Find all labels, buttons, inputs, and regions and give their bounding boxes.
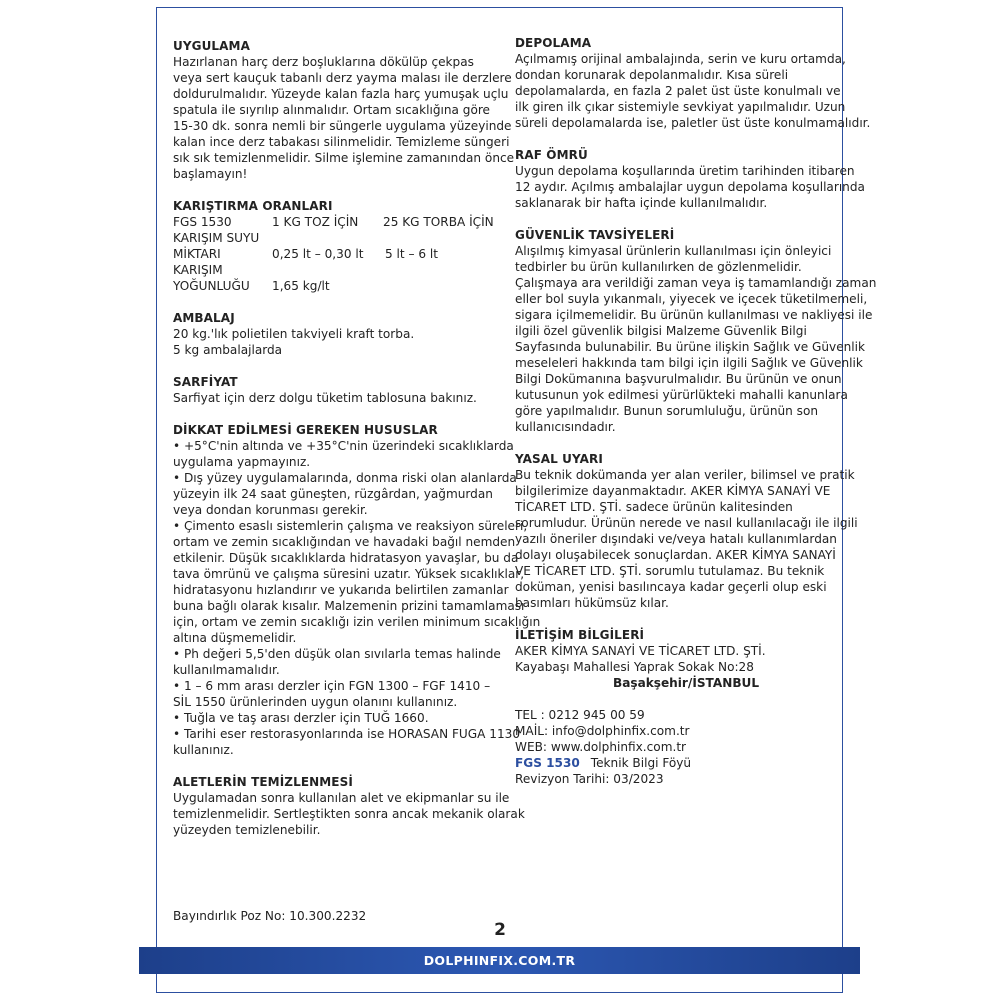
revision-date: Revizyon Tarihi: 03/2023 bbox=[515, 772, 664, 786]
company-city bbox=[515, 675, 845, 691]
right-column bbox=[515, 35, 877, 803]
section-karistirma bbox=[173, 198, 503, 294]
section-aletler bbox=[173, 774, 525, 838]
text-line: veya dondan korunması gerekir. bbox=[173, 503, 368, 517]
section-body bbox=[173, 54, 515, 182]
page-number: 2 bbox=[494, 920, 506, 940]
text-line: dolayı oluşabilecek sonuçlardan. AKER KİMYA SANAYİ bbox=[515, 548, 836, 562]
section-heading: UYGULAMA bbox=[173, 39, 250, 53]
section-dikkat bbox=[173, 422, 541, 758]
text-line: • Dış yüzey uygulamalarında, donma riski olan alanlarda bbox=[173, 471, 517, 485]
mix-cell: 1,65 kg/lt bbox=[272, 279, 330, 293]
district: Başakşehir/ bbox=[613, 676, 693, 690]
company-address: Kayabaşı Mahallesi Yaprak Sokak No:28 bbox=[515, 660, 754, 674]
section-body bbox=[173, 790, 525, 838]
mix-cell: KARIŞIM bbox=[173, 263, 223, 277]
section-ambalaj bbox=[173, 310, 503, 358]
mix-table-row bbox=[173, 262, 503, 278]
section-body bbox=[173, 326, 503, 358]
text-line: sigara içilmemelidir. Bu ürünün kullanılması ve nakliyesi ile bbox=[515, 308, 873, 322]
text-line: kalan ince derz tabakası silinmelidir. Temizleme süngeri bbox=[173, 135, 510, 149]
section-heading: GÜVENLİK TAVSİYELERİ bbox=[515, 228, 675, 242]
website: WEB: www.dolphinfix.com.tr bbox=[515, 740, 687, 754]
phone: TEL : 0212 945 00 59 bbox=[515, 708, 645, 722]
text-line: 15-30 dk. sonra nemli bir süngerle uygulama yüzeyinde bbox=[173, 119, 512, 133]
text-line: altına düşmemelidir. bbox=[173, 631, 297, 645]
text-line: doküman, yenisi basılıncaya kadar geçerli olup eski bbox=[515, 580, 827, 594]
mix-cell: FGS 1530 bbox=[173, 215, 232, 229]
document-id bbox=[515, 755, 845, 771]
text-line: dondan korunarak depolanmalıdır. Kısa süreli bbox=[515, 68, 789, 82]
text-line: 5 kg ambalajlarda bbox=[173, 343, 283, 357]
text-line: tedbirler bu ürün kullanılırken de gözlenmelidir. bbox=[515, 260, 802, 274]
text-line: veya sert kauçuk tabanlı derz yayma malası ile derzlere bbox=[173, 71, 512, 85]
text-line: için, ortam ve zemin sıcaklığı izin verilen minimum sıcaklığın bbox=[173, 615, 541, 629]
text-line: ilk giren ilk çıkar sistemiyle sevkiyat yapılmalıdır. Uzun bbox=[515, 100, 846, 114]
text-line: Alışılmış kimyasal ürünlerin kullanılması için önleyici bbox=[515, 244, 832, 258]
text-line: Açılmamış orijinal ambalajında, serin ve kuru ortamda, bbox=[515, 52, 846, 66]
section-heading: DİKKAT EDİLMESİ GEREKEN HUSUSLAR bbox=[173, 423, 438, 437]
text-line: kullanınız. bbox=[173, 743, 234, 757]
section-heading: YASAL UYARI bbox=[515, 452, 603, 466]
section-heading: DEPOLAMA bbox=[515, 36, 592, 50]
text-line: kullanıcısındadır. bbox=[515, 420, 616, 434]
text-line: • +5°C'nin altında ve +35°C'nin üzerindeki sıcaklıklarda bbox=[173, 439, 514, 453]
text-line: 12 aydır. Açılmış ambalajlar uygun depolama koşullarında bbox=[515, 180, 865, 194]
mix-cell: 25 KG TORBA İÇİN bbox=[383, 215, 494, 229]
poz-number: Bayındırlık Poz No: 10.300.2232 bbox=[173, 909, 367, 923]
text-line: • 1 – 6 mm arası derzler için FGN 1300 – FGF 1410 – bbox=[173, 679, 491, 693]
text-line: etkilenir. Düşük sıcaklıklarda hidratasyon yavaşlar, bu da bbox=[173, 551, 519, 565]
text-line: VE TİCARET LTD. ŞTİ. sorumlu tutulamaz. Bu teknik bbox=[515, 564, 825, 578]
text-line: başlamayın! bbox=[173, 167, 248, 181]
section-heading: AMBALAJ bbox=[173, 311, 235, 325]
text-line: süreli depolamalarda ise, paletler üst üste konulmamalıdır. bbox=[515, 116, 871, 130]
text-line: yazılı öneriler dışındaki ve/veya hatalı kullanımlardan bbox=[515, 532, 837, 546]
mix-cell: 1 KG TOZ İÇİN bbox=[272, 215, 359, 229]
mix-table bbox=[173, 214, 503, 294]
text-line: • Tarihi eser restorasyonlarında ise HORASAN FUGA 1130 bbox=[173, 727, 521, 741]
text-line: kutusunun yok edilmesi yürürlükteki mahalli kanunlara bbox=[515, 388, 848, 402]
section-heading: İLETİŞİM BİLGİLERİ bbox=[515, 628, 645, 642]
section-depolama bbox=[515, 35, 871, 131]
text-line: eller bol suyla yıkanmalı, yiyecek ve içecek tüketilmemeli, bbox=[515, 292, 868, 306]
text-line: buna bağlı olarak kısalır. Malzemenin prizini tamamlaması bbox=[173, 599, 525, 613]
text-line: meseleleri hakkında tam bilgi için ilgili Sağlık ve Güvenlik bbox=[515, 356, 863, 370]
text-line: • Tuğla ve taş arası derzler için TUĞ 1660. bbox=[173, 711, 429, 725]
section-body bbox=[515, 51, 871, 131]
mix-cell: 5 lt – 6 lt bbox=[385, 247, 439, 261]
text-line: göre yapılmalıdır. Bunun sorumluluğu, ürünün son bbox=[515, 404, 819, 418]
mix-cell: 0,25 lt – 0,30 lt bbox=[272, 247, 364, 261]
text-line: Uygun depolama koşullarında üretim tarihinden itibaren bbox=[515, 164, 855, 178]
text-line: sık sık temizlenmelidir. Silme işlemine zamanından önce bbox=[173, 151, 515, 165]
text-line: SİL 1550 ürünlerinden uygun olanını kullanınız. bbox=[173, 695, 458, 709]
section-sarfiyat bbox=[173, 374, 503, 406]
text-line: doldurulmalıdır. Yüzeyde kalan fazla harç yumuşak uçlu bbox=[173, 87, 509, 101]
section-uygulama bbox=[173, 38, 515, 182]
section-heading: KARIŞTIRMA ORANLARI bbox=[173, 199, 333, 213]
mix-cell: YOĞUNLUĞU bbox=[173, 279, 250, 293]
section-body bbox=[515, 243, 877, 435]
text-line: kullanılmamalıdır. bbox=[173, 663, 280, 677]
text-line: ilgili özel güvenlik bilgisi Malzeme Güvenlik Bilgi bbox=[515, 324, 807, 338]
city: İSTANBUL bbox=[692, 676, 760, 690]
text-line: ortam ve zemin sıcaklığından ve havadaki bağıl nemden bbox=[173, 535, 516, 549]
text-line: yüzeyden temizlenebilir. bbox=[173, 823, 321, 837]
text-line: 20 kg.'lık polietilen takviyeli kraft torba. bbox=[173, 327, 415, 341]
section-body bbox=[173, 438, 541, 758]
text-line: Bilgi Dokümanına başvurulmalıdır. Bu ürünün ve onun bbox=[515, 372, 842, 386]
product-code: FGS 1530 bbox=[515, 756, 580, 770]
text-line: yüzeyin ilk 24 saat güneşten, rüzgârdan, yağmurdan bbox=[173, 487, 493, 501]
section-iletisim bbox=[515, 627, 845, 787]
footer-bar bbox=[139, 947, 860, 974]
mix-table-row bbox=[173, 246, 503, 262]
company-name: AKER KİMYA SANAYİ VE TİCARET LTD. ŞTİ. bbox=[515, 644, 766, 658]
section-guvenlik bbox=[515, 227, 877, 435]
text-line: Hazırlanan harç derz boşluklarına dökülüp çekpas bbox=[173, 55, 474, 69]
text-line: hidratasyonu hızlandırır ve yukarıda belirtilen zamanlar bbox=[173, 583, 509, 597]
document-type: Teknik Bilgi Föyü bbox=[590, 756, 692, 770]
text-line: uygulama yapmayınız. bbox=[173, 455, 311, 469]
left-column bbox=[173, 38, 541, 854]
footer-website[interactable]: DOLPHINFIX.COM.TR bbox=[423, 953, 576, 968]
section-body bbox=[515, 163, 865, 211]
text-line: tava ömrünü ve çalışma süresini uzatır. Yüksek sıcaklıklar, bbox=[173, 567, 525, 581]
text-line: spatula ile sıyrılıp alınmalıdır. Ortam sıcaklığına göre bbox=[173, 103, 490, 117]
text-line: Uygulamadan sonra kullanılan alet ve ekipmanlar su ile bbox=[173, 791, 510, 805]
text-line: Çalışmaya ara verildiği zaman veya iş tamamlandığı zaman bbox=[515, 276, 877, 290]
text-line: sorumludur. Ürünün nerede ve nasıl kullanılacağı ile ilgili bbox=[515, 516, 858, 530]
text-line: depolamalarda, en fazla 2 palet üst üste konulmalı ve bbox=[515, 84, 841, 98]
mix-table-row bbox=[173, 230, 503, 246]
text-line: Bu teknik dokümanda yer alan veriler, bilimsel ve pratik bbox=[515, 468, 855, 482]
section-body bbox=[173, 390, 503, 406]
mix-table-row bbox=[173, 214, 503, 230]
mix-table-row bbox=[173, 278, 503, 294]
text-line: Sarfiyat için derz dolgu tüketim tablosuna bakınız. bbox=[173, 391, 477, 405]
text-line: saklanarak bir hafta içinde kullanılmalıdır. bbox=[515, 196, 768, 210]
section-heading: ALETLERİN TEMİZLENMESİ bbox=[173, 775, 353, 789]
section-raf-omru bbox=[515, 147, 865, 211]
text-line: Sayfasında bulunabilir. Bu ürüne ilişkin Sağlık ve Güvenlik bbox=[515, 340, 866, 354]
section-heading: SARFİYAT bbox=[173, 375, 238, 389]
text-line: • Çimento esaslı sistemlerin çalışma ve reaksiyon süreleri, bbox=[173, 519, 528, 533]
mix-cell: MİKTARI bbox=[173, 247, 221, 261]
section-yasal-uyari bbox=[515, 451, 858, 611]
text-line: bilgilerimize dayanmaktadır. AKER KİMYA SANAYİ VE bbox=[515, 484, 831, 498]
text-line: basımları hükümsüz kılar. bbox=[515, 596, 669, 610]
text-line: TİCARET LTD. ŞTİ. sadece ürünün kalitesinden bbox=[515, 500, 793, 514]
section-heading: RAF ÖMRÜ bbox=[515, 148, 588, 162]
text-line: • Ph değeri 5,5'den düşük olan sıvılarla temas halinde bbox=[173, 647, 501, 661]
section-body bbox=[515, 467, 858, 611]
text-line: temizlenmelidir. Sertleştikten sonra ancak mekanik olarak bbox=[173, 807, 525, 821]
email: MAİL: info@dolphinfix.com.tr bbox=[515, 724, 690, 738]
mix-cell: KARIŞIM SUYU bbox=[173, 231, 260, 245]
